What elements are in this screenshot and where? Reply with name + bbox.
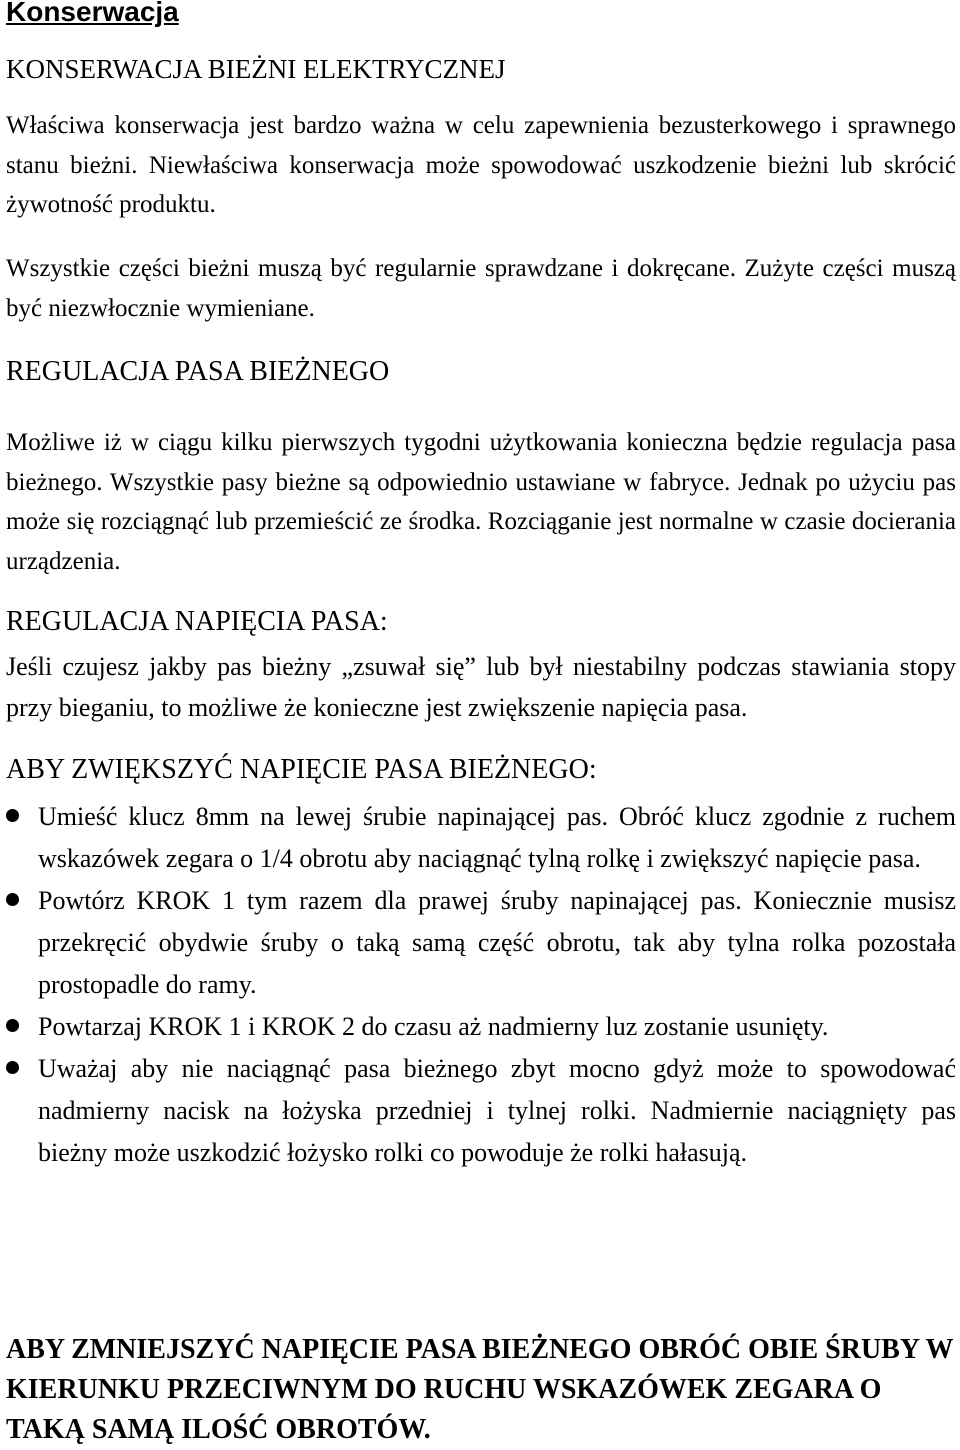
parts-paragraph: Wszystkie części bieżni muszą być regularnie sprawdzane i dokręcane. Zużyte części muszą być niezwłocznie wymieniane. bbox=[6, 255, 956, 322]
list-item bbox=[6, 880, 956, 1006]
tension-paragraph: Jeśli czujesz jakby pas bieżny „zsuwał się” lub był niestabilny podczas stawiania stopy przy bieganiu, to możliwe że konieczne jest zwiększenie napięcia pasa. bbox=[6, 652, 956, 722]
list-item bbox=[6, 796, 956, 880]
list-item bbox=[6, 1048, 956, 1174]
bullet-icon bbox=[6, 1019, 19, 1032]
belt-adjust-heading: REGULACJA PASA BIEŻNEGO bbox=[6, 356, 390, 387]
list-item bbox=[6, 1006, 956, 1048]
step-text: Umieść klucz 8mm na lewej śrubie napinającej pas. Obróć klucz zgodnie z ruchem wskazówek zegara o 1/4 obrotu aby naciągnąć tylną rolkę i zwiększyć napięcie pasa. bbox=[38, 802, 956, 873]
step-text: Uważaj aby nie naciągnąć pasa bieżnego zbyt mocno gdyż może to spowodować nadmierny nacisk na łożyska przedniej i tylnej rolki. Nadmiernie naciągnięty pas bieżny może uszkodzić łożysko rolki co powoduje że rolki hałasują. bbox=[38, 1054, 956, 1167]
bullet-icon bbox=[6, 809, 19, 822]
increase-heading: ABY ZWIĘKSZYĆ NAPIĘCIE PASA BIEŻNEGO: bbox=[6, 754, 597, 785]
step-text: Powtarzaj KROK 1 i KROK 2 do czasu aż nadmierny luz zostanie usunięty. bbox=[38, 1012, 829, 1041]
increase-steps-list bbox=[6, 796, 956, 1174]
page-title: Konserwacja bbox=[6, 0, 179, 27]
step-text: Powtórz KROK 1 tym razem dla prawej śruby napinającej pas. Koniecznie musisz przekręcić obydwie śruby o taką samą część obrotu, tak aby tylna rolka pozostała prostopadle do ramy. bbox=[38, 886, 956, 999]
main-heading: KONSERWACJA BIEŻNI ELEKTRYCZNEJ bbox=[6, 54, 506, 84]
tension-heading: REGULACJA NAPIĘCIA PASA: bbox=[6, 606, 388, 637]
intro-paragraph: Właściwa konserwacja jest bardzo ważna w celu zapewnienia bezusterkowego i sprawnego stanu bieżni. Niewłaściwa konserwacja może spowodować uszkodzenie bieżni lub skrócić żywotność produktu. bbox=[6, 112, 956, 218]
bullet-icon bbox=[6, 1061, 19, 1074]
bullet-icon bbox=[6, 893, 19, 906]
belt-adjust-paragraph: Możliwe iż w ciągu kilku pierwszych tygodni użytkowania konieczna będzie regulacja pasa bieżnego. Wszystkie pasy bieżne są odpowiednio ustawiane w fabryce. Jednak po użyciu pas może się rozciągnąć lub przemieścić ze środka. Rozciąganie jest normalne w czasie docierania urządzenia. bbox=[6, 429, 956, 575]
decrease-instruction: ABY ZMNIEJSZYĆ NAPIĘCIE PASA BIEŻNEGO OBRÓĆ OBIE ŚRUBY W KIERUNKU PRZECIWNYM DO RUCHU WSKAZÓWEK ZEGARA O TAKĄ SAMĄ ILOŚĆ OBROTÓW. bbox=[6, 1334, 954, 1445]
